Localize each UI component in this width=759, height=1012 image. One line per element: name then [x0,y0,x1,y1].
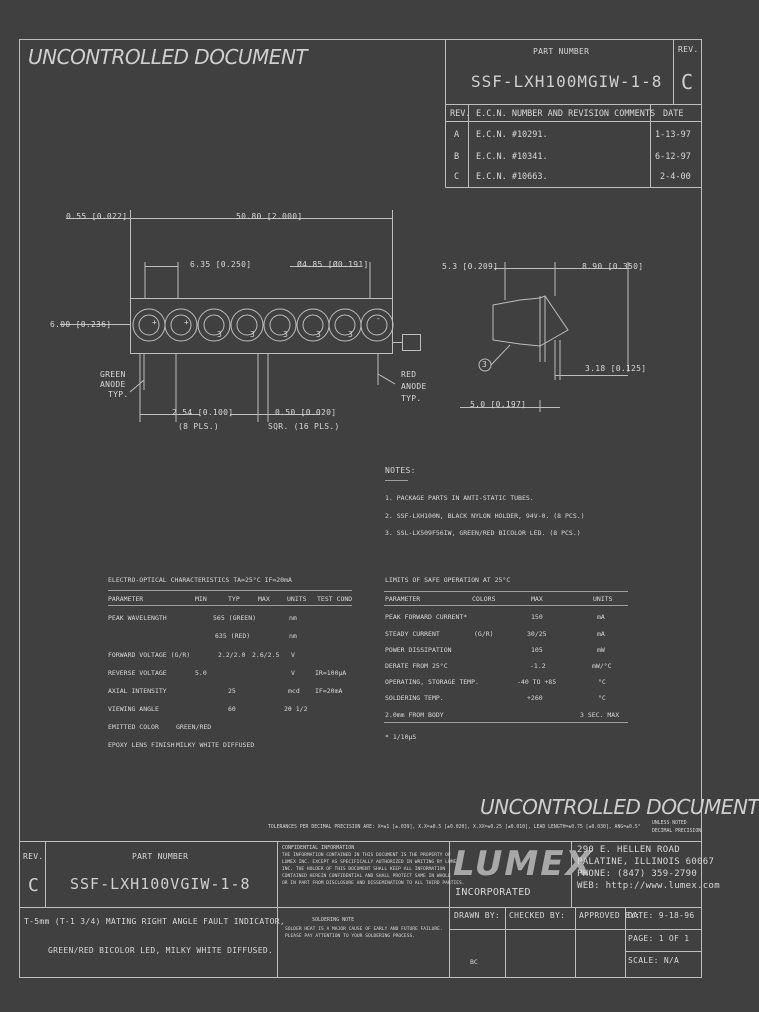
eo-title: ELECTRO-OPTICAL CHARACTERISTICS TA=25°C IF=20mA [108,576,292,584]
eo-row-7-typ: GREEN/RED [176,723,212,731]
footer-part-number: SSF-LXH100VGIW-1-8 [70,875,251,893]
lumex-logo: LUMEX [453,844,594,884]
limits-row-5-max: -40 TO +85 [517,678,557,686]
eo-row-3-param: FORWARD VOLTAGE (G/R) [108,651,191,659]
soldering-line-1: SOLDER HEAT IS A MAJOR CAUSE OF EARLY AND FUTURE FAILURE. [285,927,443,932]
limits-row-6-param: SOLDERING TEMP. [385,694,444,702]
dim-top-left: 0.55 [0.022] [66,212,128,221]
dim-side-width: 5.3 [0.209] [442,262,499,271]
confidential-title: CONFIDENTIAL INFORMATION [282,845,355,851]
limits-row-4-units: mW/°C [592,662,612,670]
limits-row-3-units: mW [597,646,605,654]
eo-row-6-typ: 60 [228,705,236,713]
led-pin-1: + [152,318,158,327]
limits-header-colors: COLORS [472,595,496,603]
limits-row-1-param: PEAK FORWARD CURRENT* [385,613,468,621]
tolerance-note-2: UNLESS NOTED [652,821,687,826]
confidential-line-1: THE INFORMATION CONTAINED IN THIS DOCUMENT IS THE PROPERTY OF [282,853,451,858]
eo-row-7-param: EMITTED COLOR [108,723,159,731]
footer-part-number-label: PART NUMBER [132,852,189,861]
eo-row-4-min: 5.0 [195,669,207,677]
tolerance-note: TOLERANCES PER DECIMAL PRECISION ARE: X=±1 [±.039], X.X=±0.5 [±0.020], X.XX=±0.25 [±0.010], LEAD LENGTH=±0.75 [±0.030], ANG=±0.5° [268,825,641,830]
note-2: 2. SSF-LXH100N, BLACK NYLON HOLDER, 94V-0. (8 PCS.) [385,512,585,520]
dim-pin-pitch: 2.54 [0.100] [172,408,234,417]
red-anode-1: RED [401,370,417,379]
eo-row-1-param: PEAK WAVELENGTH [108,614,167,622]
description-line-2: GREEN/RED BICOLOR LED, MILKY WHITE DIFFUSED. [48,946,274,955]
limits-row-2-max: 30/25 [527,630,547,638]
limits-row-4-param: DERATE FROM 25°C [385,662,448,670]
led-pin-6: 3 [316,330,322,339]
rev-row-a-date: 1-13-97 [655,130,691,140]
confidential-line-4: CONTAINED HEREIN CONFIDENTIAL AND SHALL PROTECT SAME IN WHOLE [282,874,451,879]
part-number: SSF-LXH100MGIW-1-8 [471,72,663,91]
rev-value: C [681,70,695,94]
eo-row-5-typ: 25 [228,687,236,695]
rev-row-b-rev: B [454,152,460,162]
note-3: 3. SSL-LX509F56IW, GREEN/RED BICOLOR LED. (8 PCS.) [385,529,581,537]
eo-row-6-units: 2θ 1/2 [284,705,308,713]
limits-row-2-param: STEADY CURRENT [385,630,440,638]
confidential-line-5: OR IN PART FROM DISCLOSURE AND DISSEMINATION TO ALL THIRD PARTIES. [282,881,465,886]
footer-rev-label: REV. [23,852,44,861]
date-col-header: DATE [663,109,684,119]
uncontrolled-stamp: UNCONTROLLED DOCUMENT [28,45,308,69]
rev-col-header: REV. [450,109,471,119]
description-line-1: T-5mm (T-1 3/4) MATING RIGHT ANGLE FAULT INDICATOR, [24,917,285,926]
part-number-label: PART NUMBER [533,47,590,56]
limits-header-param: PARAMETER [385,595,421,603]
eo-row-8-param: EPOXY LENS FINISH [108,741,175,749]
red-anode-2: ANODE [401,382,427,391]
limits-row-3-param: POWER DISSIPATION [385,646,452,654]
rev-row-c-date: 2-4-00 [660,172,691,182]
led-pin-4: 3 [250,330,256,339]
eo-row-4-param: REVERSE VOLTAGE [108,669,167,677]
limits-header-max: MAX [531,595,543,603]
eo-row-1-units: nm [289,614,297,622]
limits-row-1-max: 150 [531,613,543,621]
dim-pitch-top: 6.35 [0.250] [190,260,252,269]
drawn-by-value: BC [470,958,478,966]
limits-row-3-max: 105 [531,646,543,654]
led-pin-2: + [184,318,190,327]
limits-title: LIMITS OF SAFE OPERATION AT 25°C [385,576,511,584]
red-anode-3: TYP. [401,394,422,403]
eo-header-test: TEST COND [317,595,353,603]
confidential-line-3: INC. THE HOLDER OF THIS DOCUMENT SHALL KEEP ALL INFORMATION [282,867,446,872]
dim-side-height: 8.90 [0.350] [582,262,644,271]
scale: SCALE: N/A [628,956,680,965]
dim-diameter: Ø4.85 [Ø0.191] [297,260,369,269]
confidential-line-2: LUMEX INC. EXCEPT AS SPECIFICALLY AUTHORIZED IN WRITING BY LUMEX [282,860,460,865]
led-pin-5: 3 [283,330,289,339]
dim-pin-square-count: SQR. (16 PLS.) [268,422,340,431]
address-line-1: 290 E. HELLEN ROAD [577,845,680,855]
uncontrolled-stamp-bottom: UNCONTROLLED DOCUMENT [480,795,759,819]
dim-pin-pitch-count: (8 PLS.) [178,422,219,431]
green-anode-2: ANODE [100,380,126,389]
soldering-line-2: PLEASE PAY ATTENTION TO YOUR SOLDERING PROCESS. [285,934,415,939]
dim-pin-square: 0.50 [0.020] [275,408,337,417]
approved-by-label: APPROVED BY: [579,911,641,920]
callout-3: 3 [482,360,488,369]
led-circles [133,262,628,412]
lumex-logo-sub: INCORPORATED [455,887,531,898]
dim-side-lead: 3.18 [0.125] [585,364,647,373]
notes-title: NOTES: [385,466,416,475]
footer-rev-value: C [28,875,40,896]
limits-row-2-units: mA [597,630,605,638]
limits-row-1-units: mA [597,613,605,621]
eo-row-2-units: nm [289,632,297,640]
note-1: 1. PACKAGE PARTS IN ANTI-STATIC TUBES. [385,494,534,502]
address-line-3: PHONE: (847) 359-2790 [577,869,698,879]
rev-row-c-rev: C [454,172,460,182]
green-anode-3: TYP. [108,390,129,399]
limits-row-5-param: OPERATING, STORAGE TEMP. [385,678,479,686]
eo-header-typ: TYP [228,595,240,603]
eo-header-max: MAX [258,595,270,603]
drawing-date: DATE: 9-18-96 [628,911,695,920]
address-line-2: PALATINE, ILLINOIS 60067 [577,857,715,867]
rev-row-a-ecn: E.C.N. #10291. [476,130,548,140]
dim-height: 6.00 [0.236] [50,320,112,329]
rev-row-a-rev: A [454,130,460,140]
limits-header-units: UNITS [593,595,613,603]
eo-row-6-param: VIEWING ANGLE [108,705,159,713]
eo-header-param: PARAMETER [108,595,144,603]
limits-row-7-param: 2.0mm FROM BODY [385,711,444,719]
eo-row-5-param: AXIAL INTENSITY [108,687,167,695]
checked-by-label: CHECKED BY: [509,911,566,920]
limits-row-2-colors: (G/R) [474,630,494,638]
limits-row-4-max: -1.2 [530,662,546,670]
page-count: PAGE: 1 OF 1 [628,934,690,943]
eo-row-5-units: mcd [288,687,300,695]
rev-label: REV. [678,45,699,54]
led-pin-7: 3 [348,330,354,339]
led-pin-3: 3 [217,330,223,339]
rev-row-b-date: 6-12-97 [655,152,691,162]
tolerance-note-3: DECIMAL PRECISION [652,829,702,834]
eo-header-min: MIN [195,595,207,603]
eo-row-2-typ: 635 (RED) [215,632,251,640]
eo-row-4-test: IR=100μA [315,669,347,677]
eo-row-1-typ: 565 (GREEN) [213,614,257,622]
rev-row-c-ecn: E.C.N. #10663. [476,172,548,182]
limits-row-6-max: +260 [527,694,543,702]
green-anode-1: GREEN [100,370,126,379]
eo-row-5-test: IF=20mA [315,687,343,695]
limits-row-7-units: 3 SEC. MAX [580,711,620,719]
address-line-4: WEB: http://www.lumex.com [577,881,720,891]
dim-overall-length: 50.80 [2.000] [236,212,303,221]
dim-side-bottom: 5.0 [0.197] [470,400,527,409]
soldering-title: SOLDERING NOTE [312,917,355,923]
rev-row-b-ecn: E.C.N. #10341. [476,152,548,162]
limits-footnote: * 1/10μS [385,733,417,741]
ecn-col-header: E.C.N. NUMBER AND REVISION COMMENTS [476,109,656,119]
limits-row-6-units: °C [598,694,606,702]
drawn-by-label: DRAWN BY: [454,911,501,920]
limits-row-5-units: °C [598,678,606,686]
eo-row-4-units: V [291,669,295,677]
eo-header-units: UNITS [287,595,307,603]
eo-row-3-typ: 2.2/2.0 [218,651,246,659]
led-pin-8: - [376,314,382,323]
eo-row-3-units: V [291,651,295,659]
eo-row-3-max: 2.6/2.5 [252,651,280,659]
eo-row-8-typ: MILKY WHITE DIFFUSED [176,741,255,749]
